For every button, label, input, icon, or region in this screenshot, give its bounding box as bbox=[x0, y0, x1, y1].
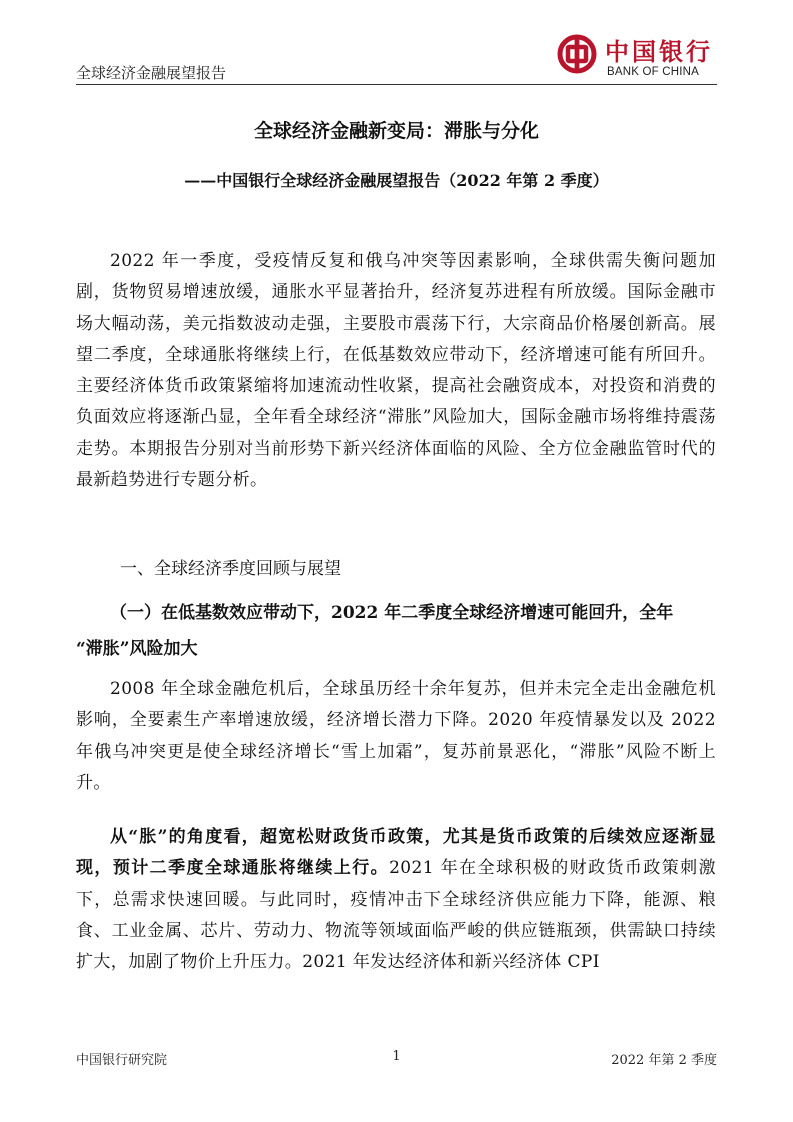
sub-heading-line-2: “滞胀”风险加大 bbox=[76, 639, 198, 659]
paragraph-background: 2008 年全球金融危机后，全球虽历经十余年复苏，但并未完全走出金融危机影响，全要素生产率增速放缓，经济增长潜力下降。2020 年疫情暴发以及 2022 年俄乌冲突更是使全球经济增长“雪上加霜”，复苏前景恶化，“滞胀”风险不断上升。 bbox=[76, 679, 716, 793]
header-divider bbox=[76, 84, 717, 85]
header-report-title: 全球经济金融展望报告 bbox=[76, 64, 227, 82]
footer-institute: 中国银行研究院 bbox=[76, 1053, 168, 1068]
footer-page-number: 1 bbox=[392, 1049, 401, 1064]
section-heading: 一、全球经济季度回顾与展望 bbox=[120, 559, 341, 579]
bank-of-china-logo-icon bbox=[557, 34, 597, 74]
paragraph-inflation-bold: 从“胀”的角度看，超宽松财政货币政策，尤其是货币政策的后续效应逐渐显现，预计二季度全球通胀将继续上行。 bbox=[76, 827, 716, 879]
bank-logo bbox=[557, 30, 722, 82]
paragraph-intro: 2022 年一季度，受疫情反复和俄乌冲突等因素影响，全球供需失衡问题加剧，货物贸易增速放缓，通胀水平显著抬升，经济复苏进程有所放缓。国际金融市场大幅动荡，美元指数波动走强，主要股市震荡下行，大宗商品价格屡创新高。展望二季度，全球通胀将继续上行，在低基数效应带动下，经济增速可能有所回升。主要经济体货币政策紧缩将加速流动性收紧，提高社会融资成本，对投资和消费的负面效应将逐渐凸显，全年看全球经济“滞胀”风险加大，国际金融市场将维持震荡走势。本期报告分别对当前形势下新兴经济体面临的风险、全方位金融监管时代的最新趋势进行专题分析。 bbox=[76, 251, 716, 491]
footer-quarter: 2022 年第 2 季度 bbox=[611, 1053, 717, 1068]
paragraph-inflation-text: 2021 年在全球积极的财政货币政策刺激下，总需求快速回暖。与此同时，疫情冲击下全球经济供应能力下降，能源、粮食、工业金属、芯片、劳动力、物流等领域面临严峻的供应链瓶颈，供需缺口持续扩大，加剧了物价上升压力。2021 年发达经济体和新兴经济体 CPI bbox=[76, 858, 716, 973]
sub-heading bbox=[76, 595, 716, 667]
document-title: 全球经济金融新变局：滞胀与分化 bbox=[253, 120, 539, 142]
logo-chinese-text: 中国银行 bbox=[605, 38, 713, 66]
document-subtitle: ——中国银行全球经济金融展望报告（2022 年第 2 季度） bbox=[184, 171, 609, 190]
paragraph-inflation bbox=[76, 822, 716, 978]
logo-english-text: BANK OF CHINA bbox=[607, 66, 700, 78]
sub-heading-line-1: （一）在低基数效应带动下，2022 年二季度全球经济增速可能回升，全年 bbox=[110, 603, 674, 623]
